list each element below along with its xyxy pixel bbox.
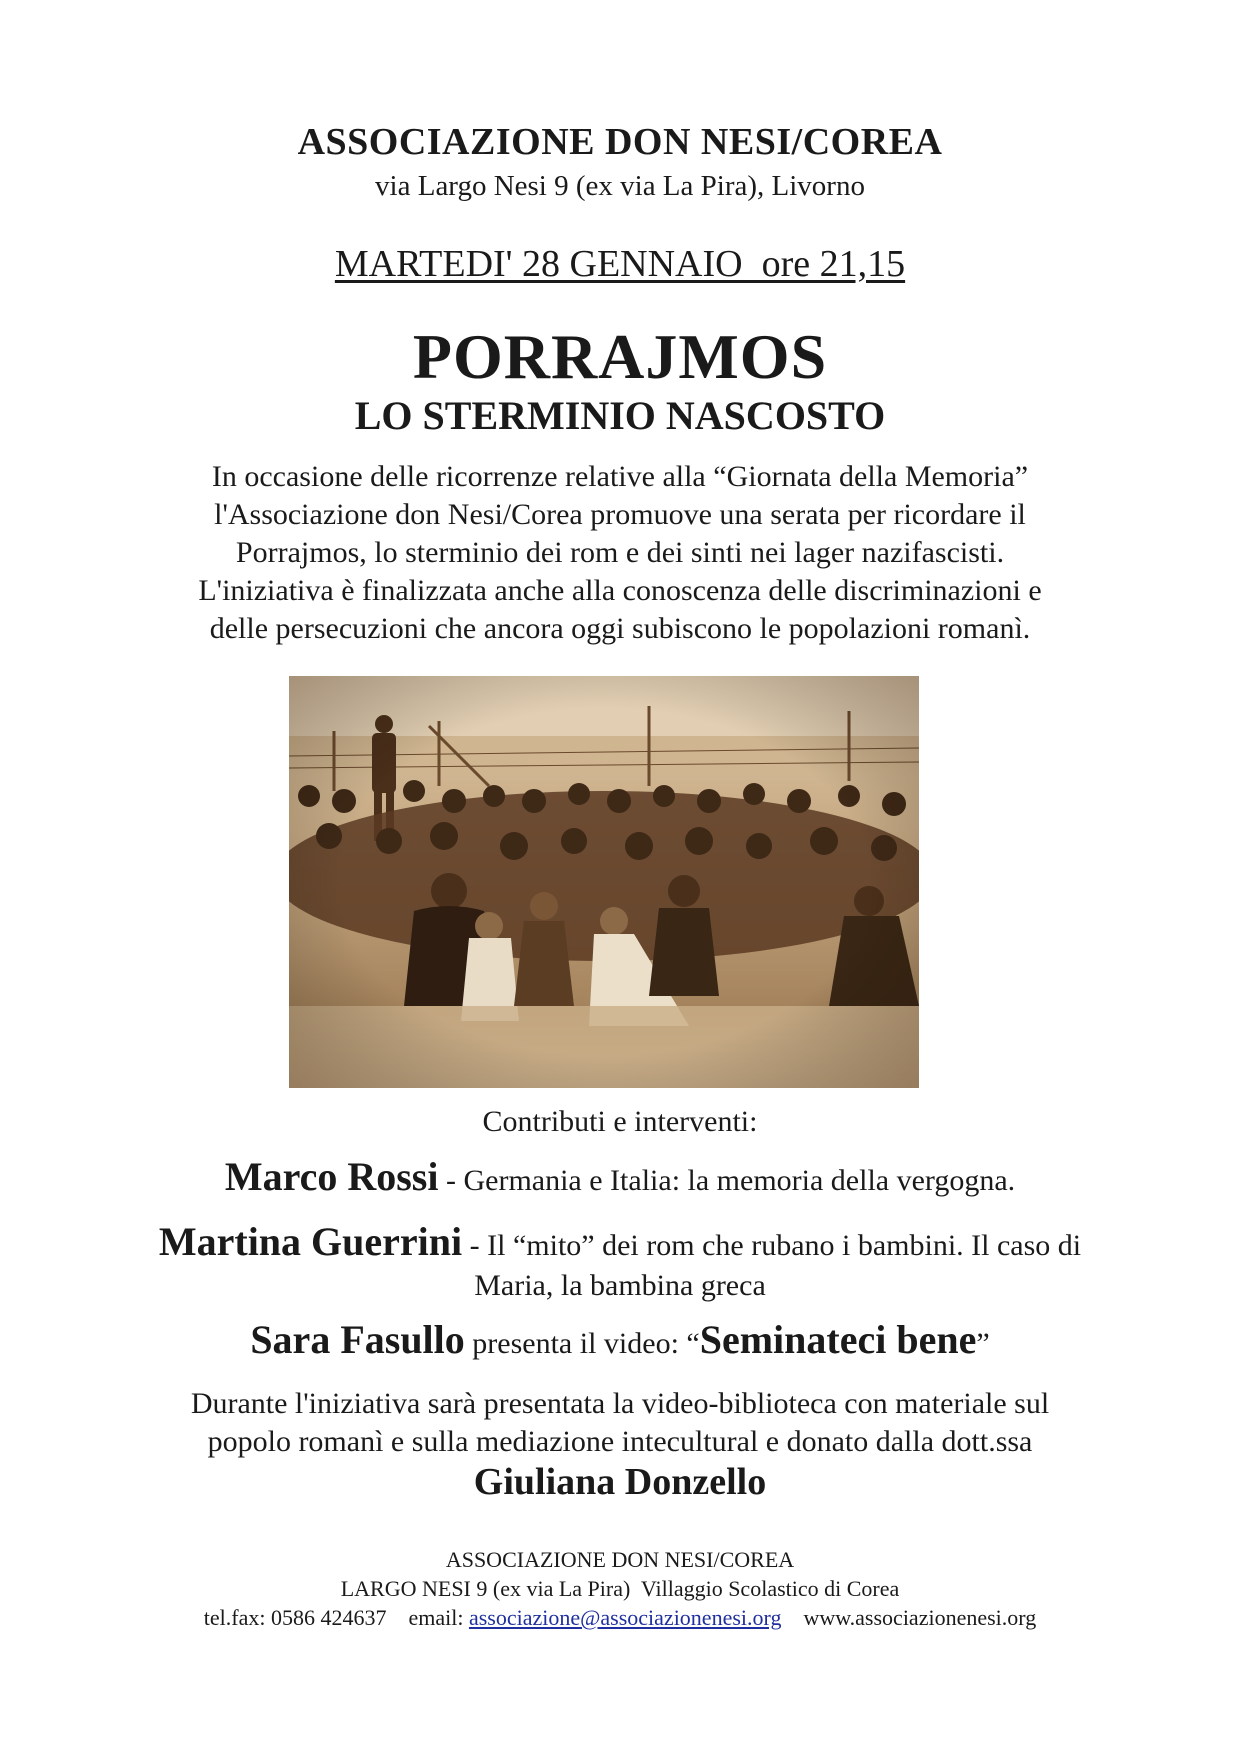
intro-line: Porrajmos, lo sterminio dei rom e dei sinti nei lager nazifascisti. — [235, 536, 1005, 569]
quote-close: ” — [976, 1327, 990, 1360]
footer-phone: tel.fax: 0586 424637 — [203, 1605, 387, 1630]
speaker-topic-continued: Maria, la bambina greca — [474, 1269, 766, 1302]
speaker-row — [0, 1317, 1240, 1364]
event-date-time — [0, 242, 1240, 286]
speaker-row — [0, 1219, 1240, 1306]
footer-address: LARGO NESI 9 (ex via La Pira) Villaggio Scolastico di Corea — [340, 1576, 900, 1601]
contributions-heading: Contributi e interventi: — [482, 1105, 758, 1138]
footer — [0, 1545, 1240, 1632]
closing-paragraph — [0, 1385, 1240, 1461]
closing-line: popolo romanì e sulla mediazione intecultural e donato dalla dott.ssa — [207, 1425, 1033, 1458]
footer-contacts — [0, 1603, 1240, 1632]
event-subtitle: LO STERMINIO NASCOSTO — [354, 393, 886, 438]
footer-org: ASSOCIAZIONE DON NESI/COREA — [445, 1547, 795, 1572]
speaker-topic: presenta il video: “ — [464, 1327, 700, 1360]
speaker-topic: - Il “mito” dei rom che rubano i bambini. Il caso di — [462, 1229, 1082, 1262]
intro-line: l'Associazione don Nesi/Corea promuove una serata per ricordare il — [214, 498, 1026, 531]
event-title: PORRAJMOS — [412, 321, 828, 392]
donor-name: Giuliana Donzello — [473, 1461, 767, 1503]
closing-line: Durante l'iniziativa sarà presentata la video-biblioteca con materiale sul — [190, 1387, 1050, 1420]
speaker-row — [0, 1154, 1240, 1201]
event-date-text: MARTEDI' 28 GENNAIO ore 21,15 — [334, 243, 906, 285]
intro-line: In occasione delle ricorrenze relative alla “Giornata della Memoria” — [211, 460, 1029, 493]
footer-website[interactable]: www.associazionenesi.org — [803, 1605, 1037, 1630]
org-name: ASSOCIAZIONE DON NESI/COREA — [297, 121, 943, 163]
speaker-topic: - Germania e Italia: la memoria della vergogna. — [438, 1164, 1016, 1197]
historical-photo — [289, 676, 919, 1088]
speaker-name: Sara Fasullo — [250, 1317, 465, 1362]
intro-line: delle persecuzioni che ancora oggi subiscono le popolazioni romanì. — [209, 612, 1031, 645]
video-title: Seminateci bene — [699, 1317, 977, 1362]
speaker-name: Marco Rossi — [224, 1154, 439, 1199]
footer-email-link[interactable]: associazione@associazionenesi.org — [468, 1605, 782, 1630]
photo-illustration — [289, 676, 919, 1088]
footer-email-label: email: — [408, 1605, 469, 1630]
org-address: via Largo Nesi 9 (ex via La Pira), Livorno — [375, 170, 865, 202]
intro-line: L'iniziativa è finalizzata anche alla conoscenza delle discriminazioni e — [198, 574, 1042, 607]
intro-paragraph — [0, 458, 1240, 648]
speaker-name: Martina Guerrini — [158, 1219, 463, 1264]
